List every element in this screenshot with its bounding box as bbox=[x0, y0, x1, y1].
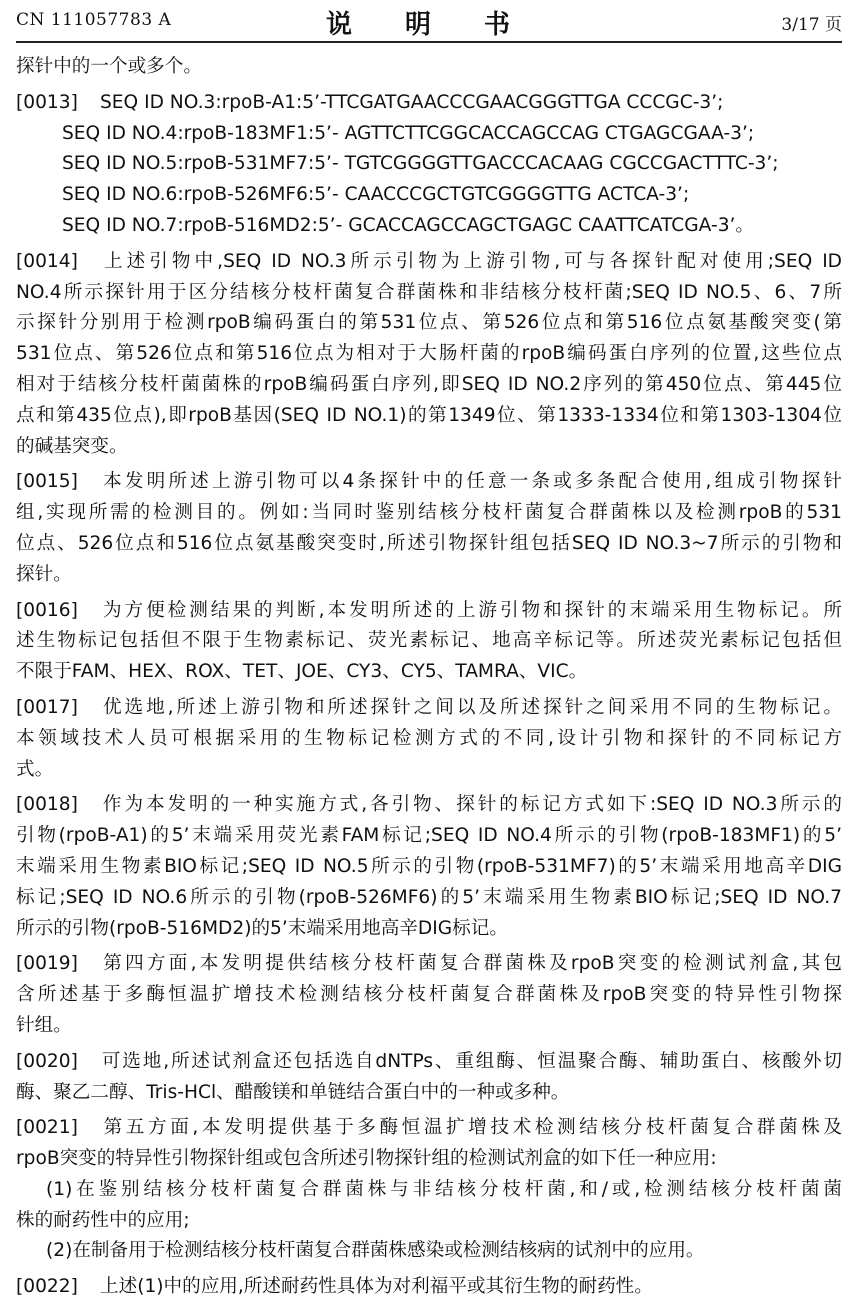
paragraph-number: [0017] bbox=[16, 696, 78, 718]
text-line bbox=[16, 1113, 842, 1144]
sequence-line: SEQ ID NO.7:rpoB-516MD2:5’- GCACCAGCCAGCTGAGC CAATTCATCGA-3’。 bbox=[62, 214, 755, 236]
text-line bbox=[16, 88, 842, 119]
page-indicator: 3/17 页 bbox=[781, 15, 842, 35]
text-line: 针组。 bbox=[16, 1014, 72, 1036]
text-segment: 第五方面,本发明提供基于多酶恒温扩增技术检测结核分枝杆菌复合群菌株及 bbox=[100, 1117, 842, 1139]
text-line bbox=[16, 596, 842, 627]
text-segment: 作为本发明的一种实施方式,各引物、探针的标记方式如下:SEQ ID NO.3所示的 bbox=[100, 794, 842, 816]
text-line: 探针。 bbox=[16, 563, 72, 585]
text-line: 标记;SEQ ID NO.6所示的引物(rpoB-526MF6)的5’末端采用生物素BIO标记;SEQ ID NO.7 bbox=[16, 886, 842, 908]
paragraph-0021 bbox=[16, 1113, 842, 1267]
sequence-line: SEQ ID NO.6:rpoB-526MF6:5’- CAACCCGCTGTCGGGGTTG ACTCA-3’; bbox=[62, 184, 690, 206]
text-line bbox=[16, 949, 842, 980]
text-line: 组,实现所需的检测目的。例如:当同时鉴别结核分枝杆菌复合群菌株以及检测rpoB的531 bbox=[16, 502, 842, 524]
paragraph-0015 bbox=[16, 467, 842, 590]
paragraph-0020 bbox=[16, 1047, 842, 1109]
patent-number: CN 111057783 A bbox=[16, 10, 172, 30]
text-segment: 本发明所述上游引物可以4条探针中的任意一条或多条配合使用,组成引物探针 bbox=[100, 471, 842, 493]
paragraph-continuation bbox=[16, 52, 842, 83]
text-line bbox=[16, 790, 842, 821]
text-segment: 第四方面,本发明提供结核分枝杆菌复合群菌株及rpoB突变的检测试剂盒,其包 bbox=[100, 953, 842, 975]
text-line: 述生物标记包括但不限于生物素标记、荧光素标记、地高辛标记等。所述荧光素标记包括但 bbox=[16, 630, 842, 652]
paragraph-0019 bbox=[16, 949, 842, 1041]
text-segment: 上述引物中,SEQ ID NO.3所示引物为上游引物,可与各探针配对使用;SEQ ID bbox=[100, 250, 842, 272]
sequence-line: SEQ ID NO.4:rpoB-183MF1:5’- AGTTCTTCGGCACCAGCCAG CTGAGCGAA-3’; bbox=[62, 122, 755, 144]
paragraph-number: [0013] bbox=[16, 91, 78, 113]
document-body bbox=[16, 52, 842, 1303]
text-line bbox=[16, 1047, 842, 1078]
paragraph-number: [0020] bbox=[16, 1050, 78, 1072]
paragraph-number: [0018] bbox=[16, 794, 78, 816]
text-segment: 优选地,所述上游引物和所述探针之间以及所述探针之间采用不同的生物标记。 bbox=[100, 696, 842, 718]
text-segment: 上述(1)中的应用,所述耐药性具体为对利福平或其衍生物的耐药性。 bbox=[100, 1276, 653, 1298]
paragraph-0018 bbox=[16, 790, 842, 944]
text-line: 所示的引物(rpoB-516MD2)的5’末端采用地高辛DIG标记。 bbox=[16, 917, 508, 939]
text-line: 示探针分别用于检测rpoB编码蛋白的第531位点、第526位点和第516位点氨基酸突变(第 bbox=[16, 312, 842, 334]
text-line: 末端采用生物素BIO标记;SEQ ID NO.5所示的引物(rpoB-531MF7)的5’末端采用地高辛DIG bbox=[16, 855, 842, 877]
text-line bbox=[16, 247, 842, 278]
paragraph-0016 bbox=[16, 596, 842, 688]
text-line bbox=[16, 693, 842, 724]
text-line: 的碱基突变。 bbox=[16, 435, 128, 457]
paragraph-number: [0019] bbox=[16, 953, 78, 975]
text-line: rpoB突变的特异性引物探针组或包含所述引物探针组的检测试剂盒的如下任一种应用: bbox=[16, 1148, 717, 1170]
text-line: 531位点、第526位点和第516位点为相对于大肠杆菌的rpoB编码蛋白序列的位置,这些位点 bbox=[16, 343, 842, 365]
text-line: 酶、聚乙二醇、Tris-HCl、醋酸镁和单链结合蛋白中的一种或多种。 bbox=[16, 1081, 570, 1103]
document-title: 说 明 书 bbox=[325, 10, 533, 40]
paragraph-number: [0022] bbox=[16, 1276, 78, 1298]
text-line: 点和第435位点),即rpoB基因(SEQ ID NO.1)的第1349位、第1333-1334位和第1303-1304位 bbox=[16, 404, 842, 426]
page-header bbox=[16, 0, 842, 44]
text-line: NO.4所示探针用于区分结核分枝杆菌复合群菌株和非结核分枝杆菌;SEQ ID NO.5、6、7所 bbox=[16, 281, 842, 303]
paragraph-number: [0015] bbox=[16, 471, 78, 493]
text-line: (1)在鉴别结核分枝杆菌复合群菌株与非结核分枝杆菌,和/或,检测结核分枝杆菌菌 bbox=[46, 1178, 842, 1200]
text-line: 引物(rpoB-A1)的5’末端采用荧光素FAM标记;SEQ ID NO.4所示的引物(rpoB-183MF1)的5’ bbox=[16, 825, 842, 847]
text-line: 本领域技术人员可根据采用的生物标记检测方式的不同,设计引物和探针的不同标记方 bbox=[16, 727, 842, 749]
text-line bbox=[16, 467, 842, 498]
text-line: 位点、526位点和516位点氨基酸突变时,所述引物探针组包括SEQ ID NO.3~7所示的引物和 bbox=[16, 532, 842, 554]
text-line bbox=[16, 1272, 842, 1303]
sequence-line: SEQ ID NO.3:rpoB-A1:5’-TTCGATGAACCCGAACGGGTTGA CCCGC-3’; bbox=[100, 91, 724, 113]
paragraph-number: [0016] bbox=[16, 599, 78, 621]
text-line: 相对于结核分枝杆菌菌株的rpoB编码蛋白序列,即SEQ ID NO.2序列的第450位点、第445位 bbox=[16, 373, 842, 395]
text-line: 不限于FAM、HEX、ROX、TET、JOE、CY3、CY5、TAMRA、VIC。 bbox=[16, 661, 588, 683]
paragraph-0014 bbox=[16, 247, 842, 463]
text-line: 式。 bbox=[16, 758, 54, 780]
text-line: 探针中的一个或多个。 bbox=[16, 56, 202, 77]
paragraph-0013 bbox=[16, 88, 842, 242]
sequence-line: SEQ ID NO.5:rpoB-531MF7:5’- TGTCGGGGTTGACCCACAAG CGCCGACTTTC-3’; bbox=[62, 153, 779, 175]
header-rule bbox=[16, 41, 842, 43]
text-line: 株的耐药性中的应用; bbox=[16, 1209, 190, 1231]
paragraph-number: [0014] bbox=[16, 250, 78, 272]
text-line: 含所述基于多酶恒温扩增技术检测结核分枝杆菌复合群菌株及rpoB突变的特异性引物探 bbox=[16, 984, 842, 1006]
text-segment: 为方便检测结果的判断,本发明所述的上游引物和探针的末端采用生物标记。所 bbox=[100, 599, 842, 621]
paragraph-0022 bbox=[16, 1272, 842, 1303]
text-line: (2)在制备用于检测结核分枝杆菌复合群菌株感染或检测结核病的试剂中的应用。 bbox=[46, 1240, 705, 1262]
text-segment: 可选地,所述试剂盒还包括选自dNTPs、重组酶、恒温聚合酶、辅助蛋白、核酸外切 bbox=[100, 1050, 842, 1072]
paragraph-number: [0021] bbox=[16, 1117, 78, 1139]
paragraph-0017 bbox=[16, 693, 842, 785]
